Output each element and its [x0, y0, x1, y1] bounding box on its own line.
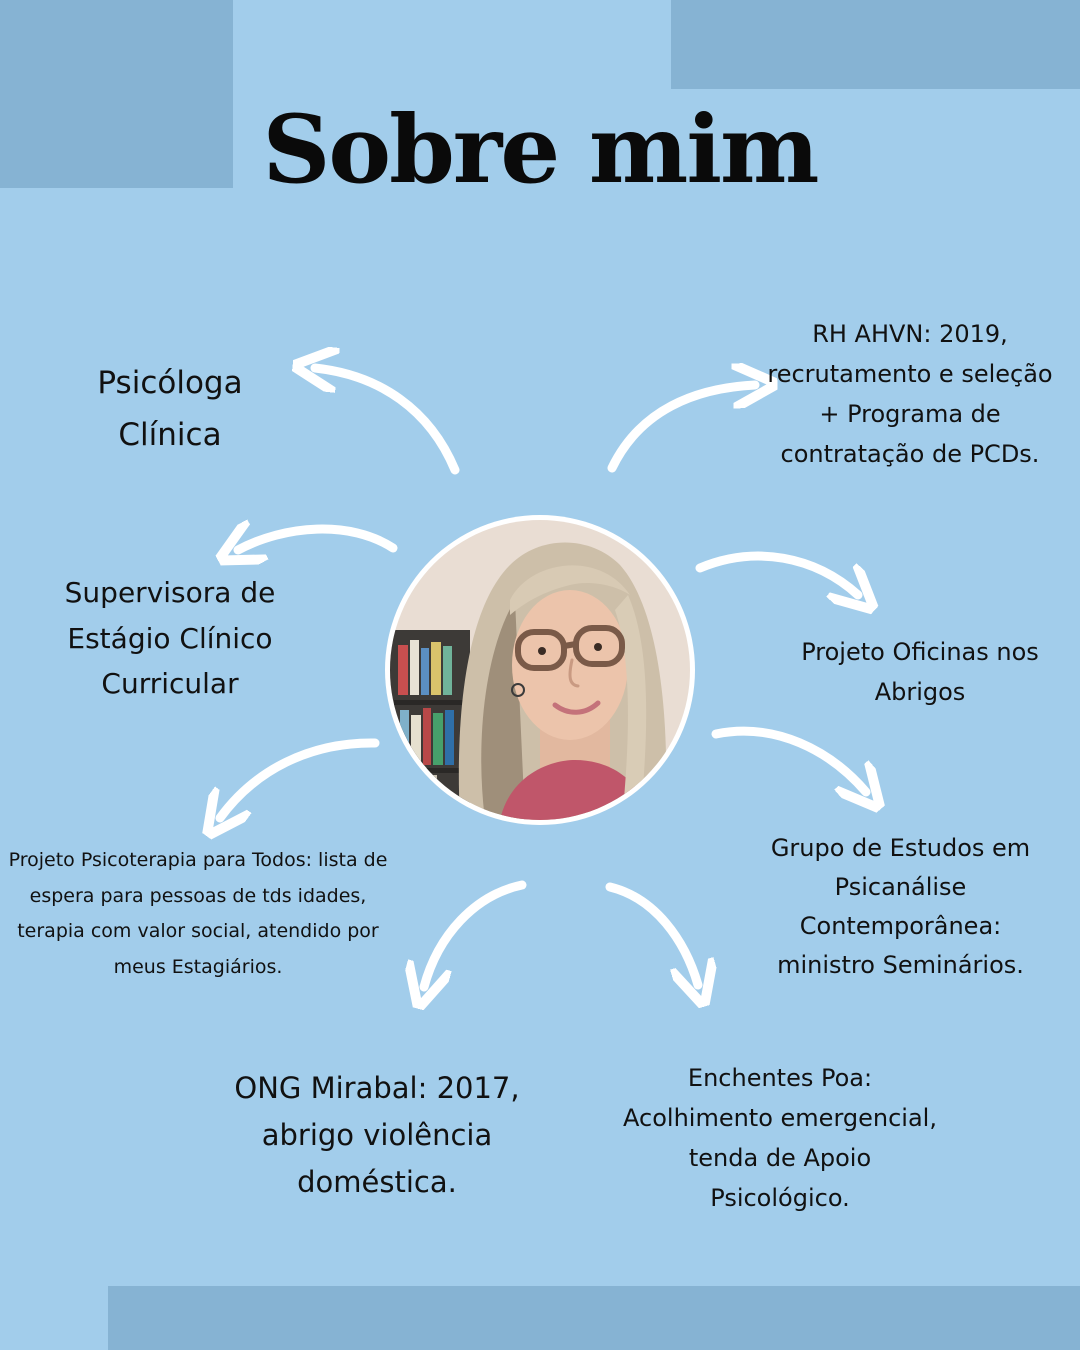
label-grupo-estudos: Grupo de Estudos em Psicanálise Contemporânea: ministro Seminários. [770, 834, 1031, 979]
label-projeto-oficinas: Projeto Oficinas nos Abrigos [801, 638, 1039, 706]
arrow-to-oficinas [700, 556, 858, 595]
label-psicologa-clinica: Psicóloga Clínica [97, 365, 243, 453]
arrow-to-rh [612, 385, 755, 468]
arrow-to-supervisora [238, 529, 393, 550]
bottom-decoration-bar [108, 1286, 1080, 1350]
label-supervisora: Supervisora de Estágio Clínico Curricular [64, 576, 276, 700]
portrait-illustration [390, 520, 690, 820]
arrow-to-enchentes [610, 887, 698, 985]
profile-photo [385, 515, 695, 825]
label-rh-ahvn: RH AHVN: 2019, recrutamento e seleção + Programa de contratação de PCDs. [767, 320, 1053, 468]
corner-decoration-top-right [671, 0, 1080, 89]
page-title: Sobre mim [262, 95, 818, 205]
arrow-to-ong [424, 885, 522, 987]
arrow-to-psicologa [315, 368, 455, 470]
arrow-to-psicoterapia [220, 743, 375, 818]
label-ong-mirabal: ONG Mirabal: 2017, abrigo violência doméstica. [234, 1071, 520, 1199]
label-projeto-psicoterapia: Projeto Psicoterapia para Todos: lista de espera para pessoas de tds idades, terapia com valor social, atendido por meus Estagiários. [8, 849, 388, 978]
arrow-to-grupo [716, 731, 866, 792]
label-enchentes-poa: Enchentes Poa: Acolhimento emergencial, tenda de Apoio Psicológico. [623, 1064, 937, 1212]
